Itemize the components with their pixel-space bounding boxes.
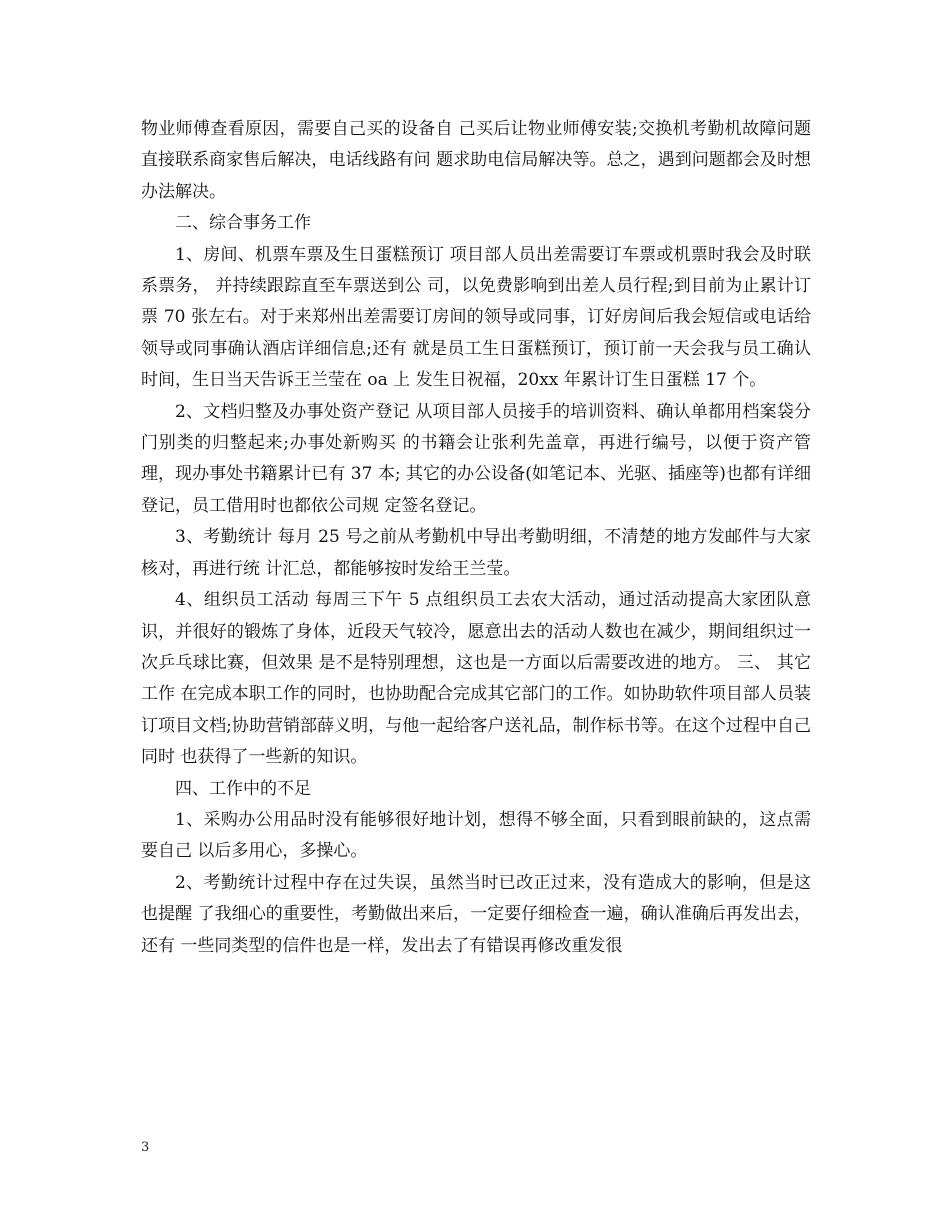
paragraph-booking: 1、房间、机票车票及生日蛋糕预订 项目部人员出差需要订车票或机票时我会及时联系票务， 并持续跟踪直至车票送到公 司，以免费影响到出差人员行程;到目前为止累计订票 70 张左右。对于来郑州出差需要订房间的领导或同事，订好房间后我会短信或电话给领导或同事确认酒店详细信息;还有 就是员工生日蛋糕预订，预订前一天会我与员工确认时间，生日当天告诉王兰莹在 oa 上 发生日祝福，20xx 年累计订生日蛋糕 17 个。 — [141, 244, 811, 391]
section-heading-shortcomings: 四、工作中的不足 — [175, 778, 311, 799]
paragraph-shortcoming-1: 1、采购办公用品时没有能够很好地计划，想得不够全面，只看到眼前缺的，这点需要自己 以后多用心，多操心。 — [141, 809, 811, 862]
page-number: 3 — [141, 1140, 150, 1155]
paragraph-archiving: 2、文档归整及办事处资产登记 从项目部人员接手的培训资料、确认单都用档案袋分门别类的归整起来;办事处新购买 的书籍会让张利先盖章，再进行编号，以便于资产管理，现办事处书籍累计已有 37 本; 其它的办公设备(如笔记本、光驱、插座等)也都有详细登记，员工借用时也都依公司规 定签名登记。 — [141, 401, 811, 516]
paragraph-activities: 4、组织员工活动 每周三下午 5 点组织员工去农大活动，通过活动提高大家团队意识，并很好的锻炼了身体，近段天气较冷，愿意出去的活动人数也在减少，期间组织过一次乒乓球比赛，但效果 是不是特别理想，这也是一方面以后需要改进的地方。 三、 其它工作 在完成本职工作的同时，也协助配合完成其它部门的工作。如协助软件项目部人员装订项目文档;协助营销部薛义明，与他一起给客户送礼品，制作标书等。在这个过程中自己同时 也获得了一些新的知识。 — [141, 590, 811, 768]
paragraph-shortcoming-2: 2、考勤统计过程中存在过失误，虽然当时已改正过来，没有造成大的影响，但是这也提醒 了我细心的重要性，考勤做出来后，一定要仔细检查一遍，确认准确后再发出去，还有 一些同类型的信件也是一样，发出去了有错误再修改重发很 — [141, 872, 811, 956]
paragraph-attendance: 3、考勤统计 每月 25 号之前从考勤机中导出考勤明细，不清楚的地方发邮件与大家核对，再进行统 计汇总，都能够按时发给王兰莹。 — [141, 527, 811, 579]
section-heading-general-affairs: 二、综合事务工作 — [175, 213, 311, 234]
document-body — [141, 114, 811, 962]
paragraph-continuation: 物业师傅查看原因，需要自己买的设备自 己买后让物业师傅安装;交换机考勤机故障问题直接联系商家售后解决，电话线路有问 题求助电信局解决等。总之，遇到问题都会及时想办法解决。 — [141, 119, 811, 202]
